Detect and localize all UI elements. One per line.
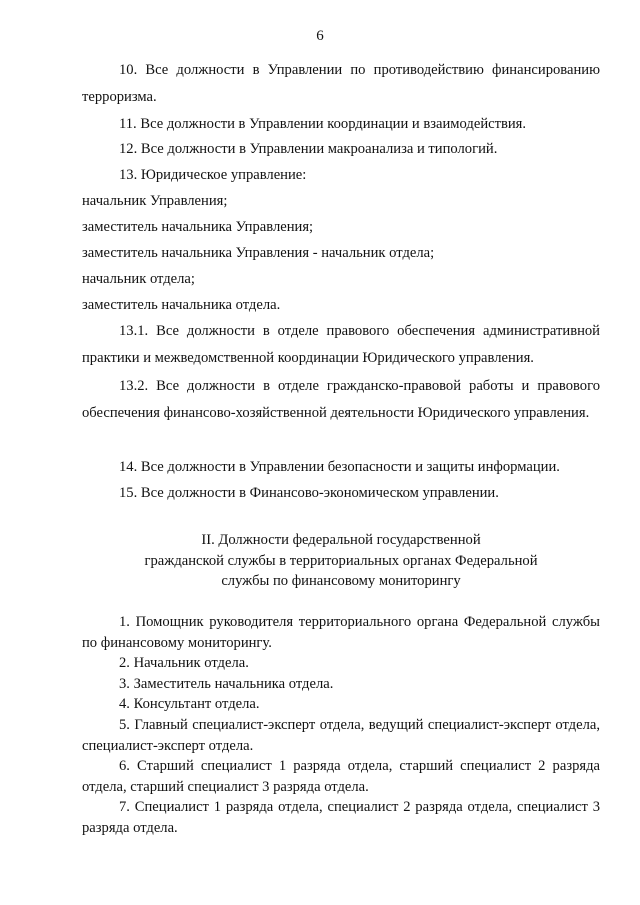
position-head-of-department: начальник Управления;: [82, 193, 228, 209]
section-2-item-2: 2. Начальник отдела.: [119, 655, 249, 671]
position-section-chief: начальник отдела;: [82, 271, 195, 287]
position-deputy-section-chief: заместитель начальника отдела.: [82, 297, 281, 313]
item-14: 14. Все должности в Управлении безопасности и защиты информации.: [119, 459, 560, 475]
section-2-title-line-3: службы по финансовому мониторингу: [221, 573, 461, 589]
section-2-item-3: 3. Заместитель начальника отдела.: [119, 676, 334, 692]
item-13-2: 13.2. Все должности в отделе гражданско-правовой работы и правового обеспечения финансово-хозяйственной деятельности Юридического управления.: [82, 378, 600, 421]
section-2-item-1: 1. Помощник руководителя территориального органа Федеральной службы по финансовому мониторингу.: [82, 614, 600, 651]
item-13-1: 13.1. Все должности в отделе правового обеспечения административной практики и межведомственной координации Юридического управления.: [82, 323, 600, 366]
item-10: 10. Все должности в Управлении по противодействию финансированию терроризма.: [82, 62, 600, 105]
section-2-item-4: 4. Консультант отдела.: [119, 696, 260, 712]
section-2-item-6: 6. Старший специалист 1 разряда отдела, старший специалист 2 разряда отдела, старший специалист 3 разряда отдела.: [82, 758, 600, 795]
item-11: 11. Все должности в Управлении координации и взаимодействия.: [119, 116, 527, 132]
position-deputy-head-section-chief: заместитель начальника Управления - начальник отдела;: [82, 245, 435, 261]
page-number: 6: [316, 28, 324, 44]
item-13: 13. Юридическое управление:: [119, 167, 307, 183]
item-15: 15. Все должности в Финансово-экономическом управлении.: [119, 485, 499, 501]
section-2-title: [82, 530, 600, 592]
position-deputy-head-of-department: заместитель начальника Управления;: [82, 219, 314, 235]
section-2-item-5: 5. Главный специалист-эксперт отдела, ведущий специалист-эксперт отдела, специалист-эксперт отдела.: [82, 717, 600, 754]
section-2-item-7: 7. Специалист 1 разряда отдела, специалист 2 разряда отдела, специалист 3 разряда отдела.: [82, 799, 600, 836]
item-12: 12. Все должности в Управлении макроанализа и типологий.: [119, 141, 498, 157]
section-2-title-line-1: II. Должности федеральной государственной: [201, 532, 481, 548]
section-2-title-line-2: гражданской службы в территориальных органах Федеральной: [144, 552, 538, 569]
